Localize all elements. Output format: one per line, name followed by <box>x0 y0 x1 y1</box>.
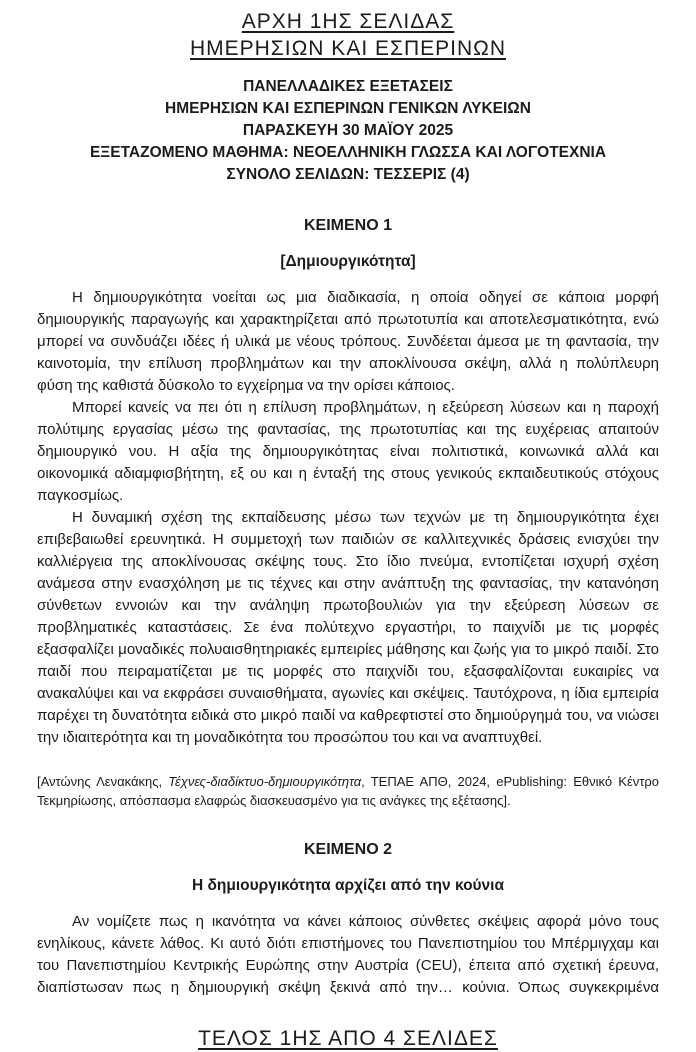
text2-heading: ΚΕΙΜΕΝΟ 2 <box>303 841 392 858</box>
text1-subtitle: [Δημιουργικότητα] <box>280 253 416 270</box>
text2-paragraph-1: Αν νομίζετε πως η ικανότητα να κάνει κάποιος σύνθετες σκέψεις αφορά μόνο τους ενηλίκους, κάνετε λάθος. Κι αυτό διότι επιστήμονες του Πανεπιστημίου του Μπέρμιγχαμ και του Πανεπιστημίου Κεντρικής Ευρώπης στην Αυστρία (CEU), έπειτα από σχετική έρευνα, διαπίστωσαν πως η δημιουργική σκέψη ξεκινά από την… κούνια. Όπως συγκεκριμένα <box>37 913 659 996</box>
exam-date: ΠΑΡΑΣΚΕΥΗ 30 ΜΑΪΟΥ 2025 <box>242 122 454 139</box>
text1-paragraph-2: Μπορεί κανείς να πει ότι η επίλυση προβλημάτων, η εξεύρεση λύσεων και η παροχή πολύτιμης εργασίας μέσω της φαντασίας, της πρωτοτυπίας και της ευχέρειας απαιτούν δημιουργικό νου. Η αξία της δημιουργικότητας είναι πολιτιστικά, κοινωνικά αλλά και οικονομικά αδιαμφισβήτητη, εξ ου και η ένταξή της στους γενικούς εκπαιδευτικούς στόχους παγκοσμίως. <box>37 399 659 504</box>
citation-work-title: Τέχνες-διαδίκτυο-δημιουργικότητα <box>168 774 362 789</box>
page-start-marker: ΑΡΧΗ 1ΗΣ ΣΕΛΙΔΑΣ <box>241 10 455 33</box>
exam-title: ΠΑΝΕΛΛΑΔΙΚΕΣ ΕΞΕΤΑΣΕΙΣ <box>243 78 453 95</box>
page-start-marker-line <box>37 8 659 35</box>
school-type-marker: ΗΜΕΡΗΣΙΩΝ ΚΑΙ ΕΣΠΕΡΙΝΩΝ <box>189 37 507 60</box>
text2-subtitle: Η δημιουργικότητα αρχίζει από την κούνια <box>191 877 505 894</box>
text1-heading: ΚΕΙΜΕΝΟ 1 <box>303 217 392 234</box>
text1-paragraph-1: Η δημιουργικότητα νοείται ως μια διαδικασία, η οποία οδηγεί σε κάποια μορφή δημιουργικής παραγωγής και χαρακτηρίζεται από πρωτοτυπία και αποτελεσματικότητα, ενώ μπορεί να συνδυάζει ιδέες ή υλικά με νέους τρόπους. Συνδέεται άμεσα με τη φαντασία, την καινοτομία, την επίλυση προβλημάτων και την αποκλίνουσα σκέψη, αλλά η πολύπλευρη φύση της καθιστά δύσκολο το εγχείρημα να την ορίσει κάποιος. <box>37 289 659 394</box>
exam-subject: ΕΞΕΤΑΖΟΜΕΝΟ ΜΑΘΗΜΑ: ΝΕΟΕΛΛΗΝΙΚΗ ΓΛΩΣΣΑ ΚΑΙ ΛΟΓΟΤΕΧΝΙΑ <box>89 144 607 161</box>
text1-citation <box>37 773 659 810</box>
exam-school-types: ΗΜΕΡΗΣΙΩΝ ΚΑΙ ΕΣΠΕΡΙΝΩΝ ΓΕΝΙΚΩΝ ΛΥΚΕΙΩΝ <box>165 100 531 117</box>
page-footer <box>37 1025 659 1052</box>
page-end-marker: ΤΕΛΟΣ 1ΗΣ ΑΠΟ 4 ΣΕΛΙΔΕΣ <box>198 1027 498 1050</box>
citation-author: [Αντώνης Λενακάκης, <box>37 774 169 789</box>
citation-details: , ΤΕΠΑΕ ΑΠΘ, 2024, ePublishing: Εθνικό Κέντρο Τεκμηρίωσης, απόσπασμα ελαφρώς διασκευασμένο για τις ανάγκες της εξέτασης]. <box>37 774 659 808</box>
exam-page-count: ΣΥΝΟΛΟ ΣΕΛΙΔΩΝ: ΤΕΣΣΕΡΙΣ (4) <box>226 166 470 183</box>
exam-info-block <box>37 76 659 186</box>
page-header <box>37 8 659 62</box>
school-type-marker-line <box>37 35 659 62</box>
text1-paragraph-3: Η δυναμική σχέση της εκπαίδευσης μέσω των τεχνών με τη δημιουργικότητα έχει επιβεβαιωθεί ερευνητικά. Η συμμετοχή των παιδιών σε καλλιτεχνικές δράσεις ενισχύει την καλλιέργεια της αποκλίνουσας σκέψης τους. Στο ίδιο πνεύμα, εντοπίζεται ισχυρή σχέση ανάμεσα στην ενασχόληση με τις τέχνες και στην ανάπτυξη της φαντασίας, την κατανόηση σύνθετων εννοιών και την ανάληψη πρωτοβουλιών για την εξεύρεση λύσεων σε προβληματικές καταστάσεις. Σε ένα πολύτεχνο εργαστήρι, το παιχνίδι με τις μορφές εξασφαλίζει μοναδικές πολυαισθητηριακές εμπειρίες μάθησης και ζωής για το μικρό παιδί. Στο παιδί που πειραματίζεται με τις μορφές στο παιχνίδι του, εξασφαλίζονται ευκαιρίες να ανακαλύψει και να εκφράσει συναισθήματα, αγωνίες και σκέψεις. Ταυτόχρονα, η ίδια εμπειρία παρέχει τη δυνατότητα ειδικά στο μικρό παιδί να καθρεφτιστεί στο δημιούργημά του, να νιώσει την ιδιαιτερότητα και τη μοναδικότητα του προσώπου του και να αναπτυχθεί. <box>37 509 659 746</box>
